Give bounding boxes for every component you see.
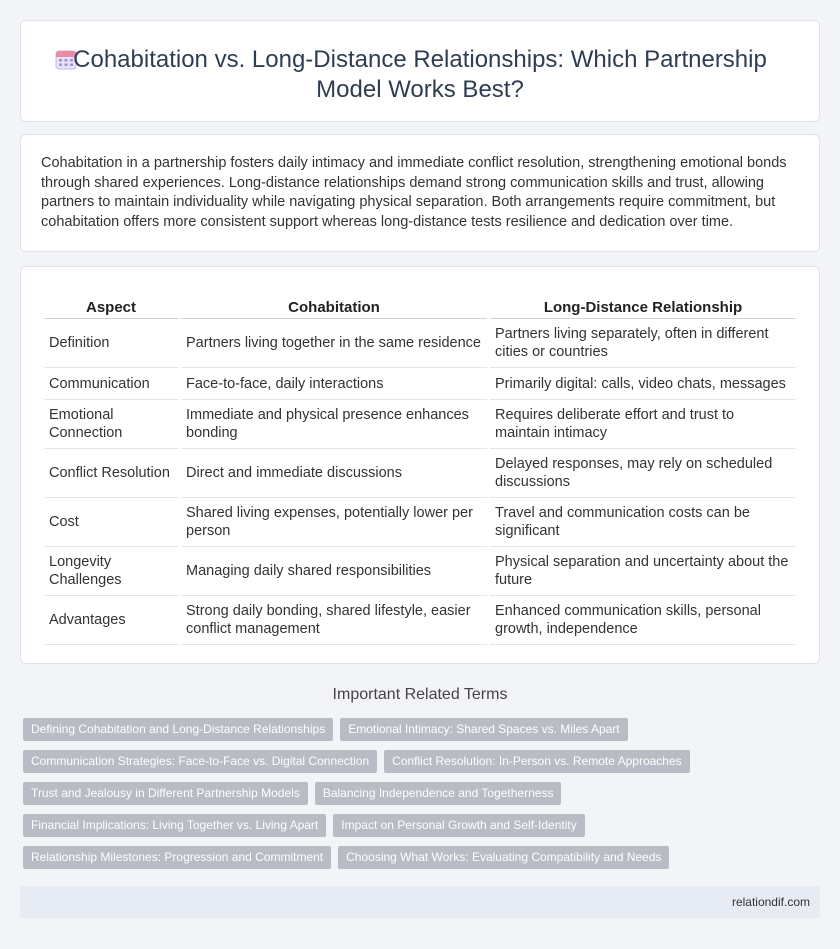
table-cell: Emotional Connection: [44, 400, 178, 449]
table-header-aspect: Aspect: [44, 287, 178, 319]
title-card: [20, 20, 820, 122]
table-cell: Managing daily shared responsibilities: [181, 547, 487, 596]
footer-site-link[interactable]: relationdif.com: [731, 895, 810, 909]
table-cell: Face-to-face, daily interactions: [181, 368, 487, 400]
related-term-tag[interactable]: Emotional Intimacy: Shared Spaces vs. Miles Apart: [340, 718, 627, 741]
table-row: [44, 400, 796, 449]
table-cell: Strong daily bonding, shared lifestyle, easier conflict management: [181, 596, 487, 645]
related-term-tag[interactable]: Relationship Milestones: Progression and Commitment: [23, 846, 331, 869]
table-cell: Partners living together in the same residence: [181, 319, 487, 368]
table-cell: Travel and communication costs can be significant: [490, 498, 796, 547]
related-term-tag[interactable]: Financial Implications: Living Together vs. Living Apart: [23, 814, 326, 837]
table-cell: Enhanced communication skills, personal growth, independence: [490, 596, 796, 645]
table-header-long-distance: Long-Distance Relationship: [490, 287, 796, 319]
related-term-tag[interactable]: Choosing What Works: Evaluating Compatibility and Needs: [338, 846, 669, 869]
table-row: [44, 319, 796, 368]
table-cell: Communication: [44, 368, 178, 400]
table-row: [44, 498, 796, 547]
related-term-tag[interactable]: Trust and Jealousy in Different Partnership Models: [23, 782, 308, 805]
table-cell: Physical separation and uncertainty about the future: [490, 547, 796, 596]
comparison-table-card: [20, 266, 820, 664]
comparison-table: [41, 287, 799, 645]
related-term-tag[interactable]: Conflict Resolution: In-Person vs. Remote Approaches: [384, 750, 689, 773]
table-cell: Partners living separately, often in different cities or countries: [490, 319, 796, 368]
table-row: [44, 368, 796, 400]
intro-paragraph: Cohabitation in a partnership fosters daily intimacy and immediate conflict resolution, strengthening emotional bonds through shared experiences. Long-distance relationships demand strong communication skills and trust, allowing partners to maintain individuality while navigating physical separation. Both arrangements require commitment, but cohabitation offers more consistent support whereas long-distance tests resilience and dedication over time.: [41, 155, 787, 230]
table-cell: Shared living expenses, potentially lower per person: [181, 498, 487, 547]
table-cell: Immediate and physical presence enhances bonding: [181, 400, 487, 449]
footer: [20, 886, 820, 918]
related-terms-list: [23, 718, 823, 878]
related-term-tag[interactable]: Impact on Personal Growth and Self-Identity: [333, 814, 584, 837]
table-cell: Primarily digital: calls, video chats, messages: [490, 368, 796, 400]
related-term-tag[interactable]: Balancing Independence and Togetherness: [315, 782, 562, 805]
page-title: Cohabitation vs. Long-Distance Relationships: Which Partnership Model Works Best?: [73, 46, 767, 103]
table-row: [44, 596, 796, 645]
related-terms-heading: Important Related Terms: [332, 686, 508, 703]
table-cell: Requires deliberate effort and trust to maintain intimacy: [490, 400, 796, 449]
table-cell: Delayed responses, may rely on scheduled discussions: [490, 449, 796, 498]
table-cell: Longevity Challenges: [44, 547, 178, 596]
table-cell: Conflict Resolution: [44, 449, 178, 498]
table-cell: Cost: [44, 498, 178, 547]
table-cell: Direct and immediate discussions: [181, 449, 487, 498]
related-term-tag[interactable]: Communication Strategies: Face-to-Face vs. Digital Connection: [23, 750, 377, 773]
table-row: [44, 547, 796, 596]
table-row: [44, 449, 796, 498]
related-term-tag[interactable]: Defining Cohabitation and Long-Distance Relationships: [23, 718, 333, 741]
intro-card: [20, 134, 820, 252]
table-cell: Definition: [44, 319, 178, 368]
table-header-cohabitation: Cohabitation: [181, 287, 487, 319]
table-cell: Advantages: [44, 596, 178, 645]
